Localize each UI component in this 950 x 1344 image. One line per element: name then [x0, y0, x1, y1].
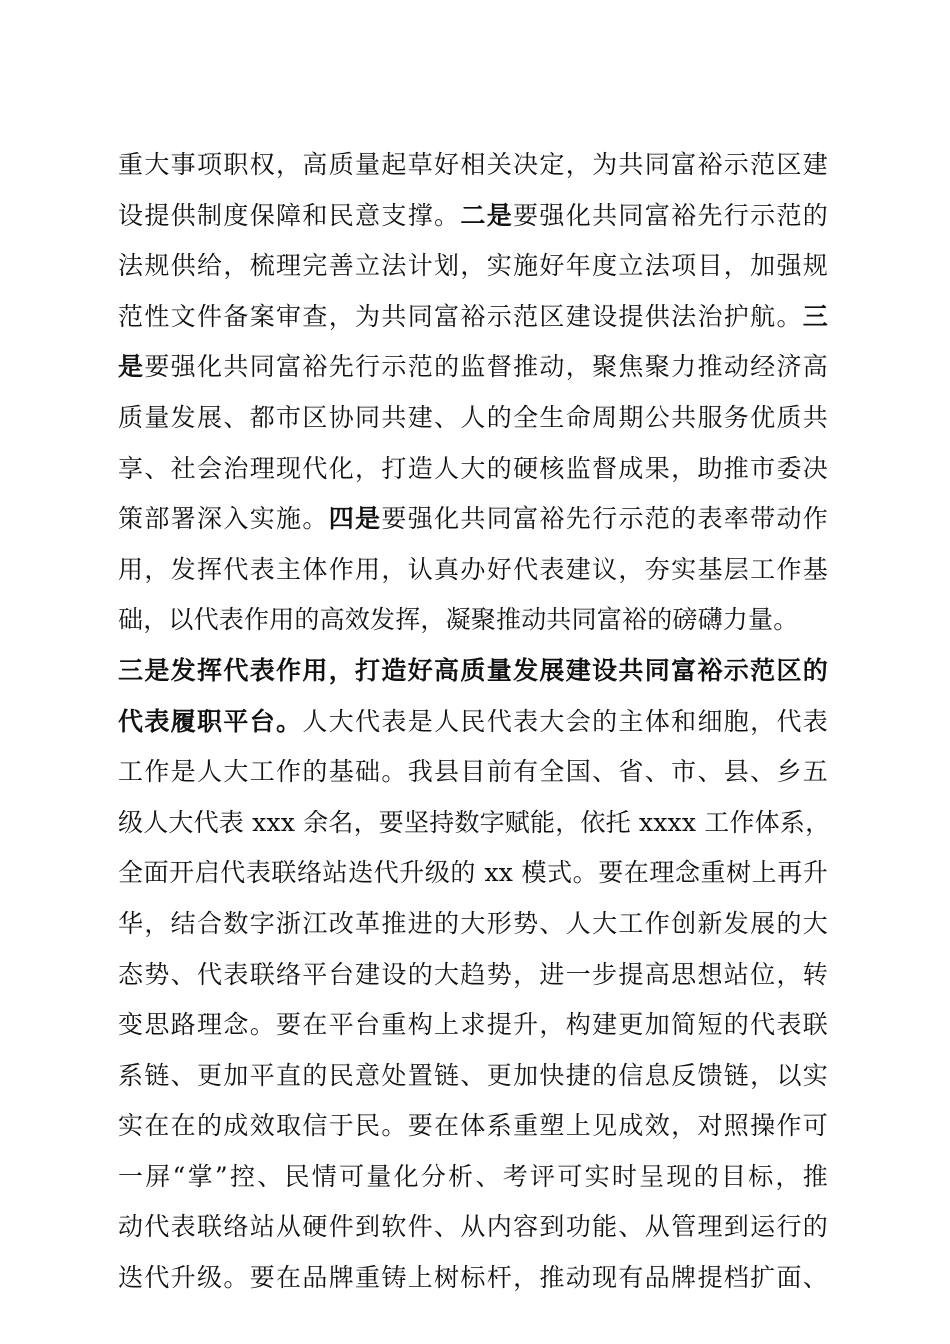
- text-line: [118, 899, 828, 950]
- bold-text-segment: 三是发挥代表作用，打造好高质量发展建设共同富裕示范区的: [118, 655, 828, 685]
- bold-text-segment: 三: [802, 301, 828, 331]
- text-line: [118, 1051, 828, 1102]
- text-line: [118, 191, 828, 242]
- body-text: [118, 140, 831, 1304]
- text-segment: 要强化共同富裕先行示范的: [513, 200, 828, 230]
- text-segment: 设提供制度保障和民意支撑。: [118, 200, 461, 230]
- text-segment: 态势、代表联络平台建设的大趋势，进一步提高思想站位，转: [118, 959, 828, 989]
- text-line: [118, 545, 828, 596]
- text-segment: 级人大代表 xxx 余名，要坚持数字赋能，依托 xxxx 工作体系，: [118, 807, 831, 837]
- text-line: [118, 747, 828, 798]
- text-line: [118, 393, 828, 444]
- text-segment: 重大事项职权，高质量起草好相关决定，为共同富裕示范区建: [118, 150, 828, 179]
- text-line: [118, 595, 828, 646]
- text-line: [118, 241, 828, 292]
- text-line: [118, 140, 828, 191]
- bold-text-segment: 代表履职平台。: [118, 706, 303, 736]
- text-segment: 华，结合数字浙江改革推进的大形势、人大工作创新发展的大: [118, 908, 828, 938]
- text-line: [118, 848, 828, 899]
- text-segment: 础，以代表作用的高效发挥，凝聚推动共同富裕的磅礴力量。: [118, 605, 799, 635]
- text-line: [118, 1101, 828, 1152]
- text-segment: 变思路理念。要在平台重构上求提升，构建更加简短的代表联: [118, 1010, 828, 1040]
- text-segment: 要强化共同富裕先行示范的监督推动，聚焦聚力推动经济高: [144, 352, 829, 382]
- text-segment: 人大代表是人民代表大会的主体和细胞，代表: [302, 706, 828, 736]
- bold-text-segment: 四是: [328, 504, 382, 534]
- text-line: [118, 950, 828, 1001]
- text-segment: 一屏“掌”控、民情可量化分析、考评可实时呈现的目标，推: [118, 1161, 828, 1191]
- text-segment: 全面开启代表联络站迭代升级的 xx 模式。要在理念重树上再升: [118, 858, 828, 888]
- text-segment: 系链、更加平直的民意处置链、更加快捷的信息反馈链，以实: [118, 1060, 828, 1090]
- text-segment: 法规供给，梳理完善立法计划，实施好年度立法项目，加强规: [118, 251, 828, 281]
- text-segment: 策部署深入实施。: [118, 504, 329, 534]
- text-segment: 享、社会治理现代化，打造人大的硬核监督成果，助推市委决: [118, 453, 828, 483]
- text-line: [118, 1253, 828, 1304]
- text-segment: 质量发展、都市区协同共建、人的全生命周期公共服务优质共: [118, 402, 828, 432]
- text-segment: 工作是人大工作的基础。我县目前有全国、省、市、县、乡五: [118, 757, 828, 787]
- text-segment: 用，发挥代表主体作用，认真办好代表建议，夯实基层工作基: [118, 554, 828, 584]
- text-line: [118, 1152, 828, 1203]
- text-line: [118, 697, 828, 748]
- text-line: [118, 444, 828, 495]
- text-segment: 迭代升级。要在品牌重铸上树标杆，推动现有品牌提档扩面、: [118, 1263, 828, 1293]
- text-line: [118, 1202, 828, 1253]
- text-segment: 要强化共同富裕先行示范的表率带动作: [381, 504, 828, 534]
- text-line: [118, 342, 828, 393]
- text-line: [118, 292, 828, 343]
- text-line: [118, 646, 828, 697]
- bold-text-segment: 二是: [460, 200, 514, 230]
- bold-text-segment: 是: [118, 352, 145, 382]
- text-segment: 实在在的成效取信于民。要在体系重塑上见成效，对照操作可: [118, 1111, 828, 1141]
- text-line: [118, 1000, 828, 1051]
- text-segment: 动代表联络站从硬件到软件、从内容到功能、从管理到运行的: [118, 1212, 828, 1242]
- text-segment: 范性文件备案审查，为共同富裕示范区建设提供法治护航。: [118, 301, 803, 331]
- text-line: [118, 494, 828, 545]
- text-line: [118, 798, 831, 849]
